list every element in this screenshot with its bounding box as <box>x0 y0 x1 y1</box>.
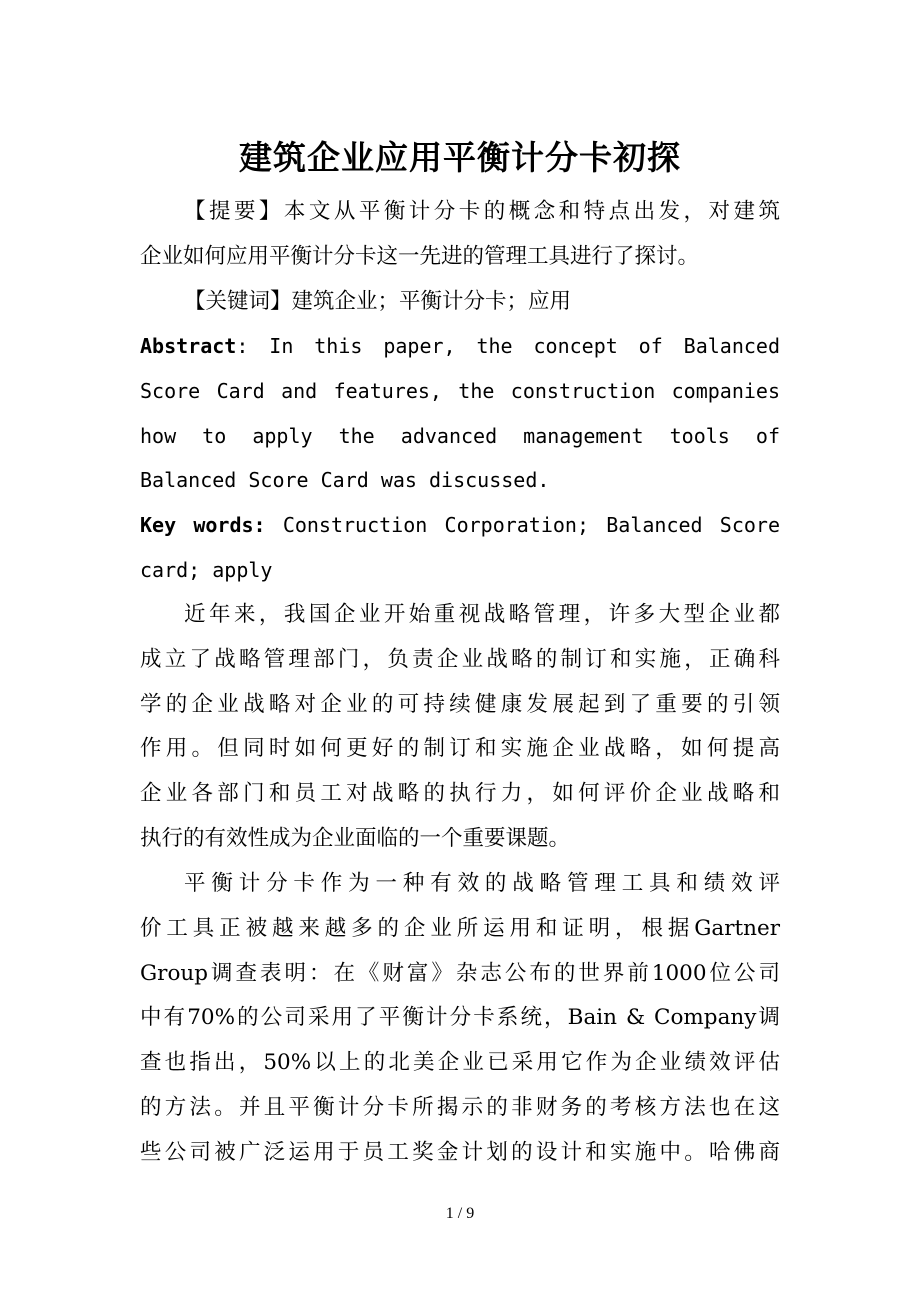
p2-line-5: 查也指出，50%以上的北美企业已采用它作为企业绩效评估 <box>140 1050 780 1076</box>
abstract-text-1: : In this paper, the concept of Balanced <box>236 334 780 358</box>
p2-line-4: 中有70%的公司采用了平衡计分卡系统，Bain & Company调 <box>140 1005 780 1031</box>
p2-line-7: 些公司被广泛运用于员工奖金计划的设计和实施中。哈佛商 <box>140 1139 780 1165</box>
abstract-en-section <box>140 324 780 593</box>
p2-line-2: 价工具正被越来越多的企业所运用和证明，根据Gartner <box>140 915 780 941</box>
p2-line-6: 的方法。并且平衡计分卡所揭示的非财务的考核方法也在这 <box>140 1094 780 1120</box>
p1-line-5: 企业各部门和员工对战略的执行力，如何评价企业战略和 <box>140 781 780 807</box>
keywords-en-line-1 <box>140 503 780 548</box>
summary-section <box>140 190 780 324</box>
p1-line-1: 近年来，我国企业开始重视战略管理，许多大型企业都 <box>184 602 780 627</box>
summary-label: 【提要】 <box>184 199 284 224</box>
keywords-cn-line <box>140 280 780 325</box>
keywords-en-line-2: card; apply <box>140 557 273 582</box>
keywords-cn-text: 建筑企业；平衡计分卡；应用 <box>291 288 572 314</box>
abstract-label: Abstract <box>140 334 237 358</box>
p2-line-3: Group调查表明：在《财富》杂志公布的世界前1000位公司 <box>140 960 780 986</box>
keywords-cn-label: 【关键词】 <box>184 288 292 314</box>
abstract-line-2: Score Card and features, the construction companies <box>140 378 780 403</box>
keywords-en-text-1: Construction Corporation; Balanced Score <box>265 513 780 538</box>
summary-text: 本文从平衡计分卡的概念和特点出发，对建筑 <box>283 199 780 224</box>
abstract-line-4: Balanced Score Card was discussed. <box>140 468 550 493</box>
paragraph-2 <box>140 862 780 1176</box>
paragraph-1 <box>140 593 780 862</box>
summary-line-1 <box>140 190 780 235</box>
document-title: 建筑企业应用平衡计分卡初探 <box>239 138 681 177</box>
keywords-en-label: Key words: <box>140 513 266 538</box>
abstract-line-3: how to apply the advanced management tools of <box>140 423 780 448</box>
page-indicator: 1 / 9 <box>445 1205 475 1222</box>
abstract-line-1 <box>140 324 780 369</box>
p1-line-6: 执行的有效性成为企业面临的一个重要课题。 <box>140 825 571 851</box>
p2-line-1: 平衡计分卡作为一种有效的战略管理工具和绩效评 <box>184 871 780 896</box>
p1-line-4: 作用。但同时如何更好的制订和实施企业战略，如何提高 <box>140 736 780 762</box>
summary-line-2: 企业如何应用平衡计分卡这一先进的管理工具进行了探讨。 <box>140 243 700 269</box>
p1-line-2: 成立了战略管理部门，负责企业战略的制订和实施，正确科 <box>140 646 780 672</box>
p1-line-3: 学的企业战略对企业的可持续健康发展起到了重要的引领 <box>140 691 780 717</box>
